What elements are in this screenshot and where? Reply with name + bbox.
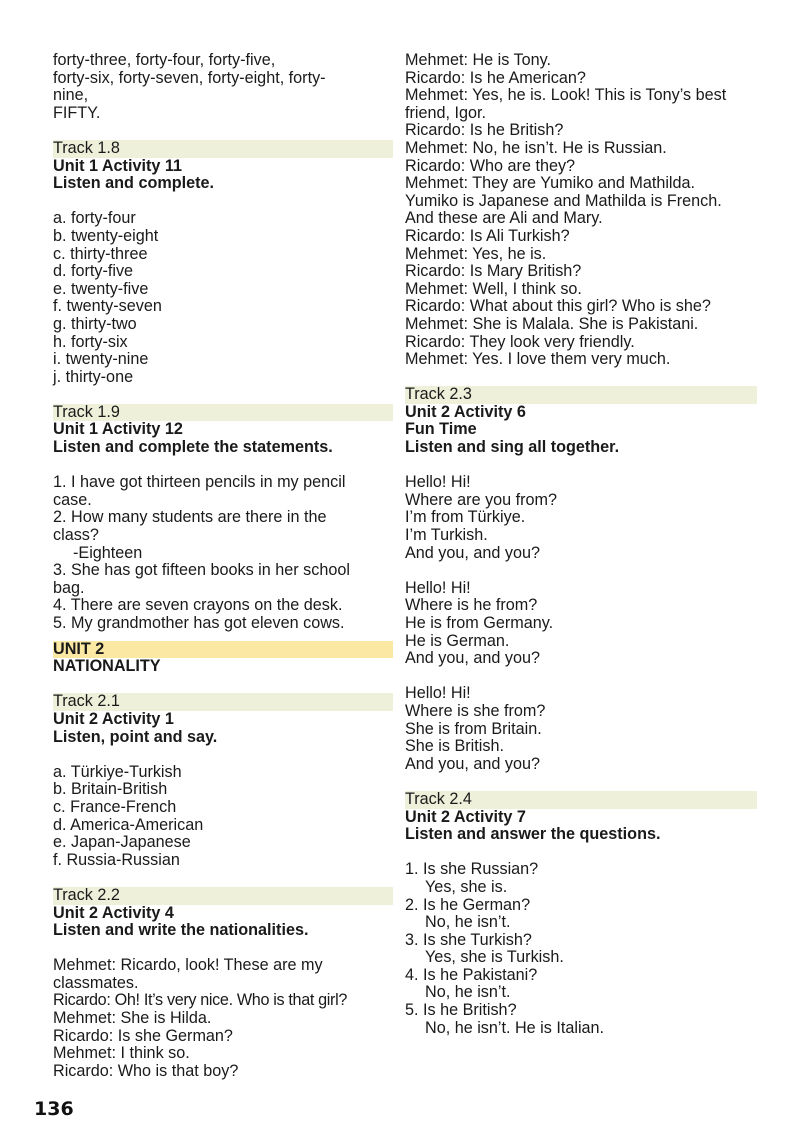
dialog-line: Mehmet: Ricardo, look! These are my (53, 956, 323, 975)
dialog-line: Mehmet: Yes, he is. Look! This is Tony’s best (405, 86, 727, 105)
instruction: Listen and complete the statements. (53, 438, 333, 457)
list-item: a. Türkiye-Turkish (53, 762, 182, 781)
song-line: Hello! Hi! (405, 473, 471, 492)
dialog-line: Mehmet: He is Tony. (405, 51, 552, 69)
answer: Yes, she is Turkish. (425, 948, 564, 967)
song-line: And you, and you? (405, 543, 541, 562)
instruction: Listen and complete. (53, 174, 215, 193)
activity-heading: Unit 1 Activity 12 (53, 420, 183, 439)
question: 1. Is she Russian? (405, 860, 539, 879)
list-item: e. Japan-Japanese (53, 833, 191, 852)
activity-heading: Unit 2 Activity 7 (405, 807, 526, 826)
question: 5. Is he British? (405, 1001, 517, 1020)
dialog-line: Ricardo: Is she German? (53, 1026, 233, 1045)
song-line: She is British. (405, 737, 504, 756)
left-column (53, 52, 393, 1080)
text-line: bag. (53, 578, 85, 597)
dialog-line: Mehmet: She is Malala. She is Pakistani. (405, 314, 699, 333)
dialog-line: Mehmet: She is Hilda. (53, 1009, 212, 1028)
dialog-line: Mehmet: They are Yumiko and Mathilda. (405, 174, 696, 193)
dialog-line: Ricardo: What about this girl? Who is she? (405, 297, 711, 316)
track-heading: Track 2.4 (405, 791, 757, 809)
text-line: 5. My grandmother has got eleven cows. (53, 614, 345, 632)
list-item: f. twenty-seven (53, 297, 162, 316)
answer: No, he isn’t. (425, 913, 511, 932)
list-item: c. France-French (53, 797, 177, 816)
list-item: b. Britain-British (53, 780, 168, 799)
dialog-line: Ricardo: They look very friendly. (405, 332, 635, 351)
list-item: f. Russia-Russian (53, 850, 180, 869)
text-line: 4. There are seven crayons on the desk. (53, 596, 343, 615)
dialog-line: Yumiko is Japanese and Mathilda is French. (405, 191, 722, 210)
question: 4. Is he Pakistani? (405, 965, 538, 984)
question: 2. Is he German? (405, 895, 531, 914)
activity-heading: Unit 2 Activity 6 (405, 402, 526, 421)
list-item: a. forty-four (53, 209, 136, 228)
unit-heading: UNIT 2 (53, 641, 393, 659)
activity-subtitle: Fun Time (405, 420, 477, 439)
track-heading: Track 2.3 (405, 386, 757, 404)
text-line: -Eighteen (73, 543, 143, 562)
list-item: d. forty-five (53, 262, 134, 281)
song-line: Hello! Hi! (405, 578, 471, 597)
instruction: Listen, point and say. (53, 727, 218, 746)
song-line: Where is he from? (405, 596, 538, 615)
page-number: 136 (34, 1098, 74, 1120)
dialog-line: Ricardo: Oh! It’s very nice. Who is that girl? (53, 991, 347, 1010)
dialog-line: Ricardo: Who are they? (405, 156, 576, 175)
answer: No, he isn’t. He is Italian. (425, 1018, 605, 1037)
song-line: He is German. (405, 631, 510, 650)
track-heading: Track 1.9 (53, 404, 393, 422)
text-line: FIFTY. (53, 103, 101, 122)
activity-heading: Unit 2 Activity 4 (53, 903, 174, 922)
song-line: And you, and you? (405, 754, 541, 773)
dialog-line: Mehmet: Yes. I love them very much. (405, 350, 671, 369)
dialog-line: Ricardo: Is Ali Turkish? (405, 226, 570, 245)
dialog-line: Ricardo: Who is that boy? (53, 1061, 239, 1080)
list-item: e. twenty-five (53, 279, 149, 298)
song-line: Where are you from? (405, 490, 558, 509)
list-item: i. twenty-nine (53, 350, 149, 369)
song-line: He is from Germany. (405, 614, 554, 632)
text-line: forty-six, forty-seven, forty-eight, forty- (53, 68, 326, 87)
list-item: h. forty-six (53, 332, 128, 351)
text-line: 1. I have got thirteen pencils in my pencil (53, 473, 346, 492)
dialog-line: Ricardo: Is he British? (405, 121, 564, 140)
instruction: Listen and answer the questions. (405, 825, 661, 844)
activity-heading: Unit 1 Activity 11 (53, 156, 182, 175)
dialog-line: Mehmet: Yes, he is. (405, 244, 547, 263)
text-line: 3. She has got fifteen books in her school (53, 561, 350, 580)
answer: Yes, she is. (425, 877, 508, 896)
dialog-line: Mehmet: No, he isn’t. He is Russian. (405, 138, 667, 157)
list-item: d. America-American (53, 815, 204, 834)
track-heading: Track 1.8 (53, 140, 393, 158)
song-line: She is from Britain. (405, 719, 542, 738)
song-line: I’m Turkish. (405, 526, 488, 545)
song-line: And you, and you? (405, 649, 541, 668)
dialog-line: Ricardo: Is Mary British? (405, 262, 582, 281)
list-item: g. thirty-two (53, 314, 137, 333)
text-line: class? (53, 526, 99, 545)
dialog-line: friend, Igor. (405, 103, 486, 122)
instruction: Listen and sing all together. (405, 438, 620, 457)
dialog-line: Ricardo: Is he American? (405, 68, 586, 87)
song-line: Hello! Hi! (405, 684, 471, 703)
dialog-line: Mehmet: I think so. (53, 1044, 190, 1063)
dialog-line: classmates. (53, 973, 139, 992)
list-item: j. thirty-one (53, 367, 134, 386)
text-line: case. (53, 490, 92, 509)
instruction: Listen and write the nationalities. (53, 921, 309, 940)
text-line: forty-three, forty-four, forty-five, (53, 51, 276, 69)
dialog-line: And these are Ali and Mary. (405, 209, 603, 228)
activity-heading: Unit 2 Activity 1 (53, 709, 174, 728)
question: 3. Is she Turkish? (405, 930, 532, 949)
track-heading: Track 2.1 (53, 693, 393, 711)
list-item: c. thirty-three (53, 244, 148, 263)
song-line: Where is she from? (405, 701, 546, 720)
answer: No, he isn’t. (425, 983, 511, 1002)
right-column (405, 52, 757, 1037)
list-item: b. twenty-eight (53, 226, 159, 245)
song-line: I’m from Türkiye. (405, 508, 526, 527)
text-line: 2. How many students are there in the (53, 508, 327, 527)
track-heading: Track 2.2 (53, 887, 393, 905)
text-line: nine, (53, 86, 89, 105)
dialog-line: Mehmet: Well, I think so. (405, 279, 582, 298)
unit-title: NATIONALITY (53, 657, 161, 676)
